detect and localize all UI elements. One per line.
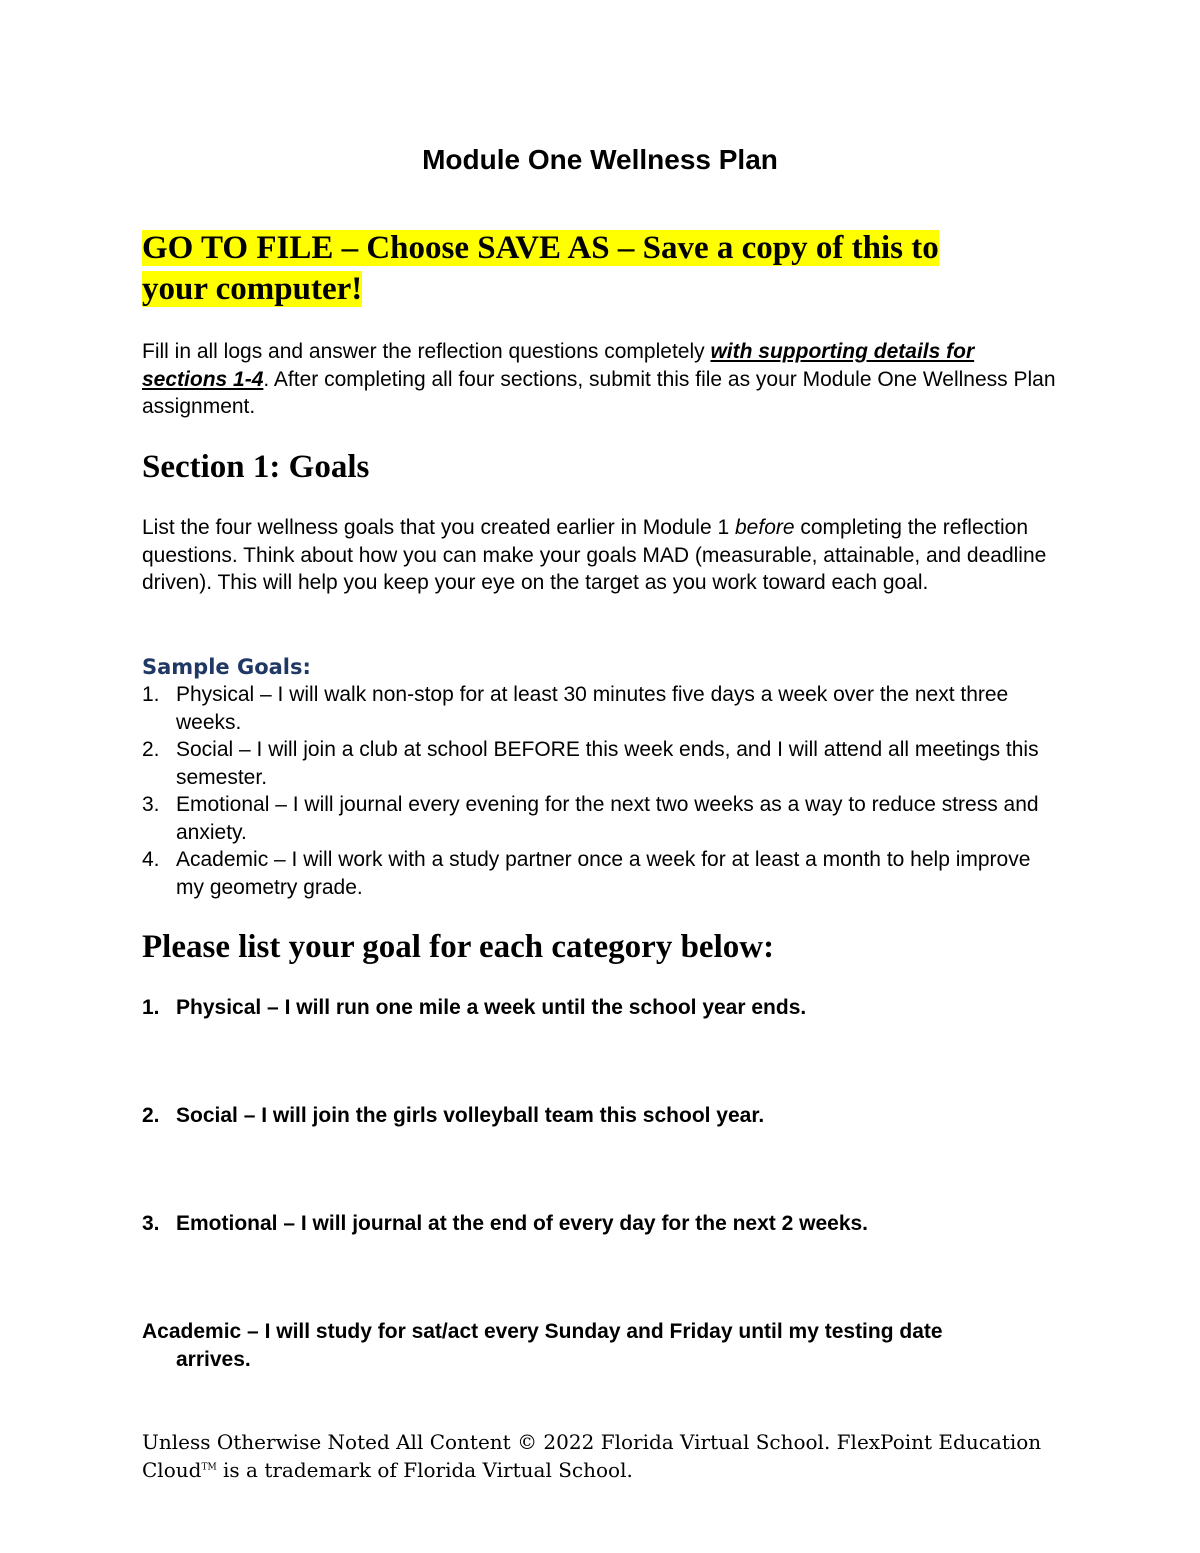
- section1-desc-italic: before: [735, 516, 795, 539]
- footer-line1: Unless Otherwise Noted All Content © 2022 Florida Virtual School. FlexPoint Education: [142, 1430, 1042, 1454]
- intro-text-after: . After completing all four sections, submit this file as your Module One Wellness Plan assignment.: [142, 367, 1056, 418]
- section1-description: [142, 514, 1058, 597]
- list-item-number: 2.: [142, 738, 160, 761]
- user-goal-emotional[interactable]: [142, 1210, 1058, 1238]
- user-goal-physical[interactable]: [142, 994, 1058, 1022]
- copyright-footer: [142, 1428, 1058, 1484]
- list-item: [142, 846, 1058, 901]
- goal-text[interactable]: Emotional – I will journal at the end of every day for the next 2 weeks.: [176, 1212, 869, 1235]
- intro-paragraph: [142, 338, 1058, 421]
- list-item: [142, 791, 1058, 846]
- goal-number: 1.: [142, 996, 160, 1019]
- list-item: [142, 736, 1058, 791]
- goal-number: 3.: [142, 1212, 160, 1235]
- goal-number: 2.: [142, 1104, 160, 1127]
- save-instruction-line2: your computer!: [142, 271, 363, 307]
- trademark-symbol: TM: [201, 1462, 217, 1473]
- sample-goals-list: [142, 681, 1058, 901]
- section1-heading: Section 1: Goals: [142, 449, 370, 485]
- footer-line2-after: is a trademark of Florida Virtual School.: [216, 1458, 633, 1482]
- academic-goal-line1[interactable]: Academic – I will study for sat/act every Sunday and Friday until my testing date: [142, 1320, 943, 1343]
- user-goal-academic[interactable]: [142, 1318, 1058, 1374]
- academic-goal-line2[interactable]: arrives.: [176, 1348, 251, 1371]
- list-item-text: Academic – I will work with a study partner once a week for at least a month to help improve my geometry grade.: [176, 848, 1031, 899]
- intro-emphasis: with supporting details for sections 1-4: [142, 340, 975, 391]
- list-item-number: 3.: [142, 793, 160, 816]
- goal-prompt-heading: Please list your goal for each category below:: [142, 929, 775, 965]
- intro-text-before: Fill in all logs and answer the reflection questions completely: [142, 340, 711, 363]
- goal-text[interactable]: Social – I will join the girls volleyball team this school year.: [176, 1104, 765, 1127]
- sample-goals-heading: Sample Goals:: [142, 655, 311, 679]
- section1-desc-after: completing the reflection questions. Think about how you can make your goals MAD (measurable, attainable, and deadline driven). This will help you keep your eye on the target as you work toward each goal.: [142, 516, 1047, 594]
- list-item-text: Physical – I will walk non-stop for at least 30 minutes five days a week over the next three weeks.: [176, 683, 1009, 734]
- user-goal-social[interactable]: [142, 1102, 1058, 1130]
- list-item-number: 4.: [142, 848, 160, 871]
- list-item-number: 1.: [142, 683, 160, 706]
- save-instruction-line1: GO TO FILE – Choose SAVE AS – Save a copy of this to: [142, 230, 939, 266]
- list-item-text: Social – I will join a club at school BEFORE this week ends, and I will attend all meetings this semester.: [176, 738, 1039, 789]
- list-item: [142, 681, 1058, 736]
- goal-text[interactable]: Physical – I will run one mile a week until the school year ends.: [176, 996, 807, 1019]
- footer-line2-before: Cloud: [142, 1458, 202, 1482]
- document-title: Module One Wellness Plan: [422, 144, 778, 175]
- section1-desc-before: List the four wellness goals that you created earlier in Module 1: [142, 516, 735, 539]
- list-item-text: Emotional – I will journal every evening for the next two weeks as a way to reduce stress and anxiety.: [176, 793, 1039, 844]
- save-instruction: [142, 228, 1058, 310]
